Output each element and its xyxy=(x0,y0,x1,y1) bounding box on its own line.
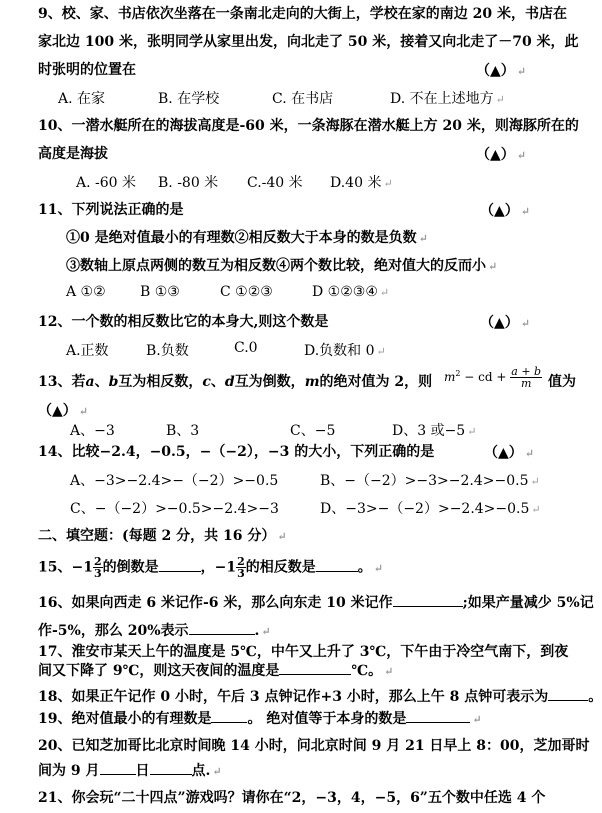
section-heading: 二、填空题：(每题 2 分，共 16 分） ↵ xyxy=(38,528,287,544)
q16-line2: 作-5%，那么 20%表示 . ↵ xyxy=(38,620,271,642)
q13-option-a: A、−3 xyxy=(70,423,115,439)
q10-option-b: B. -80 米 xyxy=(158,175,219,191)
q15-fraction-2: $\frac{2}{3}$ xyxy=(237,555,245,580)
q10-line1: 10、一潜水艇所在的海拔高度是-60 米，一条海豚在潜水艇上方 20 米，则海豚所在的 xyxy=(38,118,579,134)
q11-option-a: A ①② xyxy=(66,284,106,300)
q21-line1: 21、你会玩“二十四点”游戏吗？请你在“2，−3，4，−5，6”五个数中任选 4 个 xyxy=(38,790,546,806)
q18-blank[interactable] xyxy=(548,686,588,701)
q15-blank-1[interactable] xyxy=(159,557,201,572)
q10-option-a: A. -60 米 xyxy=(76,175,137,191)
q16-line1: 16、如果向西走 6 米记作-6 米，那么向东走 10 米记作 ;如果产量减少 5%记 xyxy=(38,592,594,613)
q15-blank-2[interactable] xyxy=(316,557,358,572)
q20-line2: 间为 9 月 日 点. ↵ xyxy=(38,760,222,782)
q19-blank-2[interactable] xyxy=(406,708,470,723)
q11-statements-1: ①0 是绝对值最小的有理数②相反数大于本身的数是负数 ↵ xyxy=(66,230,428,246)
q12-option-d: D.负数和 0 ↵ xyxy=(304,343,386,359)
q15-line: 15、−1 $\frac{2}{3}$ 的倒数是 ，−1 $\frac{2}{3}$ 的相反数是 。 ↵ xyxy=(38,555,383,580)
q13-expression: $m^2$ − cd + $\frac{a + b}{m}$ xyxy=(444,365,542,390)
q9-answer-slot: （▲） ↵ xyxy=(476,63,526,79)
q17-line1: 17、淮安市某天上午的温度是 5℃，中午又上升了 3℃，下午由于冷空气南下，到夜 xyxy=(38,644,569,660)
q13-option-c: C、−5 xyxy=(290,423,336,439)
q19-blank-1[interactable] xyxy=(211,708,247,723)
q13-option-b: B、3 xyxy=(166,423,200,439)
q9-option-c: C. 在书店 xyxy=(272,91,334,107)
q17-line2: 间又下降了 9℃，则这天夜间的温度是 ℃。 ↵ xyxy=(38,660,393,682)
q14-line1: 14、比较−2.4，−0.5，−（−2），−3 的大小，下列正确的是 xyxy=(38,444,435,460)
q14-option-b: B、−（−2）>−3>−2.4>−0.5 ↵ xyxy=(320,473,540,489)
q12-line1: 12、一个数的相反数比它的本身大,则这个数是 xyxy=(38,314,329,330)
q14-option-a: A、−3>−2.4>−（−2）>−0.5 xyxy=(70,473,279,489)
q20-line1: 20、已知芝加哥比北京时间晚 14 小时，问北京时间 9 月 21 日早上 8：00，芝加哥时 xyxy=(38,738,590,754)
q10-option-d: D.40 米 ↵ xyxy=(330,175,393,191)
q11-option-c: C ①②③ xyxy=(220,284,273,300)
q13-value-label: 值为 xyxy=(548,374,576,390)
q13-line1: 13、若a、b互为相反数，c、d互为倒数，m的绝对值为 2，则 xyxy=(38,374,433,390)
q16-blank-1[interactable] xyxy=(393,592,463,607)
q17-blank[interactable] xyxy=(279,660,351,675)
q9-option-b: B. 在学校 xyxy=(158,91,220,107)
q14-option-d: D、−3>−（−2）>−2.4>−0.5 ↵ xyxy=(320,501,541,517)
q20-blank-day[interactable] xyxy=(100,760,136,775)
q9-line3: 时张明的位置在 xyxy=(38,62,136,78)
q12-option-b: B.负数 xyxy=(146,343,189,359)
q10-answer-slot: （▲） ↵ xyxy=(476,147,526,163)
q14-option-c: C、−（−2）>−0.5>−2.4>−3 xyxy=(70,501,279,517)
q11-option-b: B ①③ xyxy=(140,284,180,300)
q11-answer-slot: （▲） ↵ xyxy=(480,203,530,219)
q13-answer-slot: （▲） ↵ xyxy=(38,403,88,419)
q15-fraction-1: $\frac{2}{3}$ xyxy=(93,555,102,580)
q10-line2: 高度是海拔 xyxy=(38,146,108,162)
q20-blank-hour[interactable] xyxy=(150,760,192,775)
q12-answer-slot: （▲） ↵ xyxy=(480,315,530,331)
q9-line1: 9、校、家、书店依次坐落在一条南北走向的大街上，学校在家的南边 20 米，书店在 xyxy=(38,6,567,22)
q9-option-d: D. 不在上述地方 ↵ xyxy=(390,91,505,107)
q13-fraction: $\frac{a + b}{m}$ xyxy=(511,365,542,390)
q9-line2: 家北边 100 米，张明同学从家里出发，向北走了 50 米，接着又向北走了－70 米，此 xyxy=(38,34,579,50)
q9-option-a: A. 在家 xyxy=(58,91,106,107)
q18-line1: 18、如果正午记作 0 小时，午后 3 点钟记作+3 小时，那么上午 8 点钟可表示为 。 xyxy=(38,686,602,707)
q12-option-a: A.正数 xyxy=(66,343,109,359)
q16-blank-2[interactable] xyxy=(189,620,255,635)
q19-line1: 19、绝对值最小的有理数是 。 绝对值等于本身的数是 ↵ xyxy=(38,708,482,730)
q13-option-d: D、3 或−5 ↵ xyxy=(392,423,477,439)
q11-line1: 11、下列说法正确的是 xyxy=(38,202,184,218)
q10-option-c: C.-40 米 xyxy=(247,175,303,191)
q11-statements-2: ③数轴上原点两侧的数互为相反数④两个数比较，绝对值大的反而小 ↵ xyxy=(66,258,498,274)
q14-answer-slot: （▲） ↵ xyxy=(484,445,534,461)
q12-option-c: C.0 xyxy=(234,340,258,356)
q11-option-d: D ①②③④ ↵ xyxy=(312,284,390,300)
